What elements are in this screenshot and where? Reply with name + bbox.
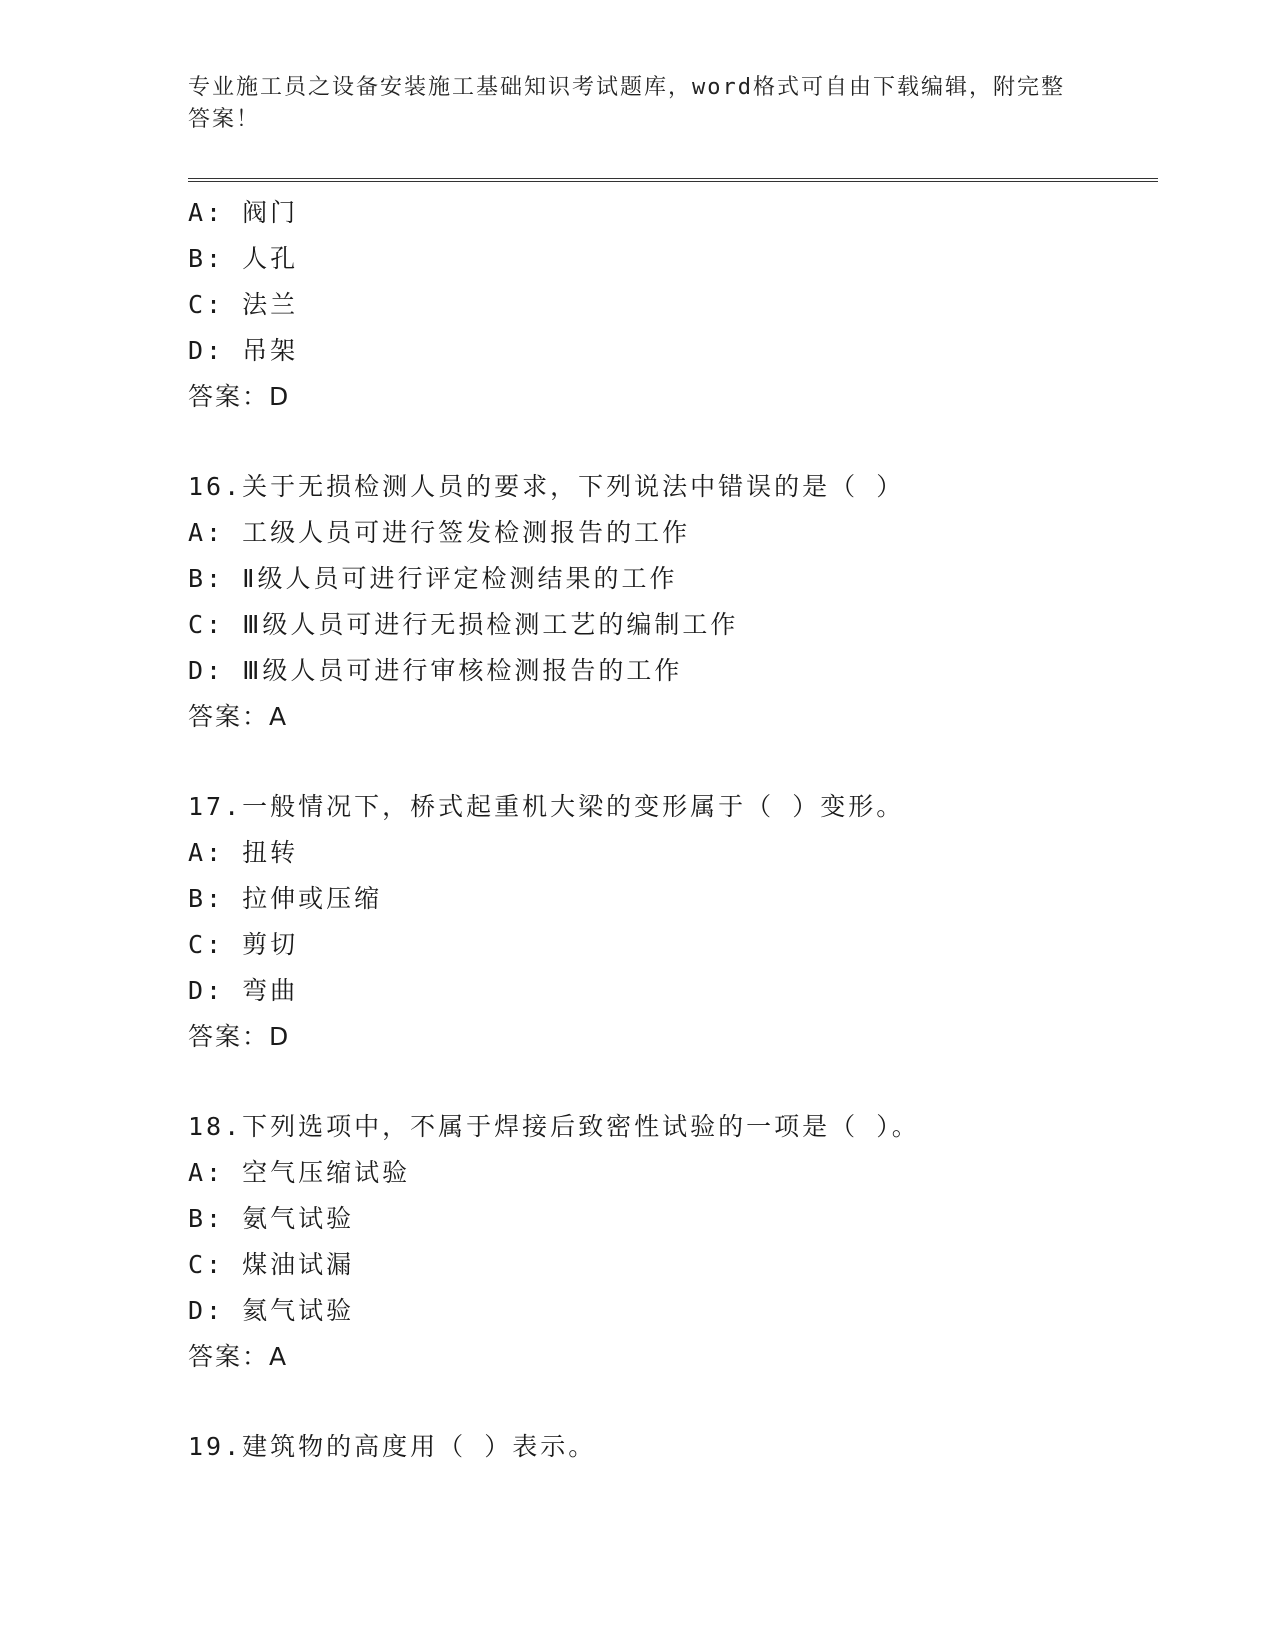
option-a: A: 空气压缩试验 <box>188 1158 411 1187</box>
option-d: D: 弯曲 <box>188 976 299 1005</box>
option-c: C: 法兰 <box>188 290 299 319</box>
question-16 <box>188 464 1148 740</box>
question-text: 16.关于无损检测人员的要求，下列说法中错误的是（ ） <box>188 472 905 501</box>
option-d: D: Ⅲ级人员可进行审核检测报告的工作 <box>188 656 683 685</box>
option-c: C: Ⅲ级人员可进行无损检测工艺的编制工作 <box>188 610 739 639</box>
document-header: 专业施工员之设备安装施工基础知识考试题库，word格式可自由下载编辑，附完整答案！ <box>188 75 1065 132</box>
option-a: A: 扭转 <box>188 838 299 867</box>
question-19 <box>188 1424 1148 1470</box>
option-b: B: 拉伸或压缩 <box>188 884 383 913</box>
question-18 <box>188 1104 1148 1380</box>
question-text: 18.下列选项中，不属于焊接后致密性试验的一项是（ ）。 <box>188 1112 920 1141</box>
answer: 答案：D <box>188 382 291 411</box>
question-text: 19.建筑物的高度用（ ）表示。 <box>188 1432 597 1461</box>
option-d: D: 吊架 <box>188 336 299 365</box>
question-list <box>188 190 1148 1470</box>
option-d: D: 氦气试验 <box>188 1296 355 1325</box>
answer: 答案：D <box>188 1022 291 1051</box>
question-17 <box>188 784 1148 1060</box>
answer: 答案：A <box>188 1342 289 1371</box>
option-b: B: 氨气试验 <box>188 1204 355 1233</box>
option-b: B: Ⅱ级人员可进行评定检测结果的工作 <box>188 564 678 593</box>
question-15 <box>188 190 1148 420</box>
question-text: 17.一般情况下，桥式起重机大梁的变形属于（ ）变形。 <box>188 792 905 821</box>
answer: 答案：A <box>188 702 289 731</box>
option-c: C: 剪切 <box>188 930 299 959</box>
option-b: B: 人孔 <box>188 244 299 273</box>
header-divider <box>188 178 1158 182</box>
option-c: C: 煤油试漏 <box>188 1250 355 1279</box>
option-a: A: 工级人员可进行签发检测报告的工作 <box>188 518 691 547</box>
option-a: A: 阀门 <box>188 198 299 227</box>
